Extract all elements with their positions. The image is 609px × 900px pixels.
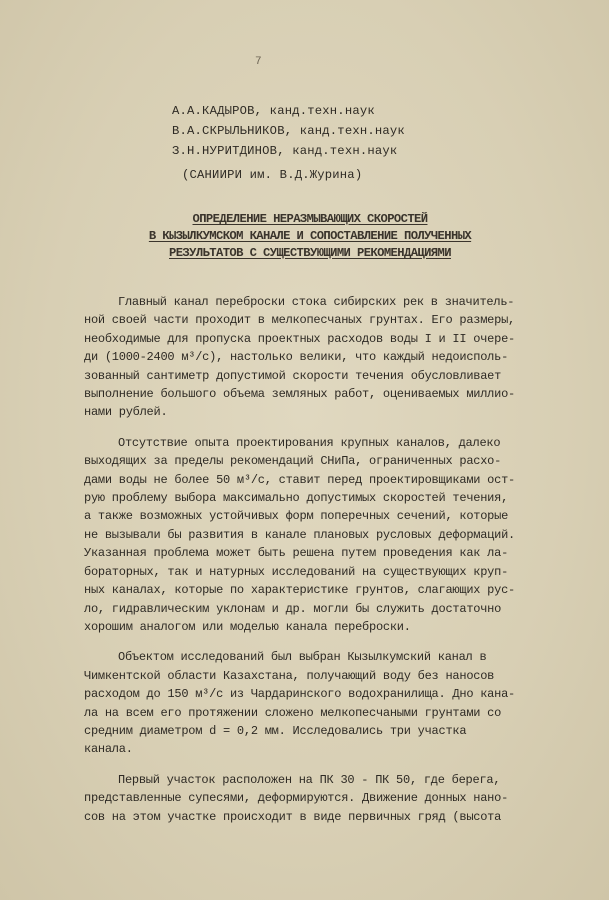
text-line: ди (1000-2400 м³/с), настолько велики, что каждый недоисполь- bbox=[84, 350, 509, 365]
title-line: РЕЗУЛЬТАТОВ С СУЩЕСТВУЮЩИМИ РЕКОМЕНДАЦИЯМИ bbox=[169, 246, 451, 260]
text-line: Первый участок расположен на ПК 30 - ПК 50, где берега, bbox=[118, 772, 501, 787]
text-line: не вызывали бы развития в канале плановых русловых деформаций. bbox=[84, 527, 515, 542]
text-line: ных каналах, которые по характеристике грунтов, слагающих рус- bbox=[84, 583, 515, 598]
paragraph bbox=[84, 434, 546, 636]
title-line: В КЫЗЫЛКУМСКОМ КАНАЛЕ И СОПОСТАВЛЕНИЕ ПОЛУЧЕННЫХ bbox=[148, 229, 472, 243]
text-line: дами воды не более 50 м³/с, ставит перед проектировщиками ост- bbox=[84, 472, 515, 487]
text-line: хорошим аналогом или моделью канала переброски. bbox=[84, 619, 411, 634]
institute-line: (САНИИРИ им. В.Д.Журина) bbox=[182, 168, 363, 182]
article-title bbox=[100, 211, 520, 262]
text-line: сов на этом участке происходит в виде первичных гряд (высота bbox=[84, 809, 502, 824]
paragraph bbox=[84, 648, 546, 758]
author-line: В.А.СКРЫЛЬНИКОВ, канд.техн.наук bbox=[172, 124, 405, 138]
page-mark: 7 bbox=[255, 56, 262, 68]
text-line: Чимкентской области Казахстана, получающий воду без наносов bbox=[84, 668, 495, 683]
title-line: ОПРЕДЕЛЕНИЕ НЕРАЗМЫВАЮЩИХ СКОРОСТЕЙ bbox=[192, 212, 428, 226]
text-line: представленные супесями, деформируются. Движение донных нано- bbox=[84, 791, 509, 806]
text-line: Отсутствие опыта проектирования крупных каналов, далеко bbox=[118, 435, 501, 450]
text-line: Указанная проблема может быть решена путем проведения как ла- bbox=[84, 546, 509, 561]
author-line: З.Н.НУРИТДИНОВ, канд.техн.наук bbox=[172, 144, 398, 158]
text-line: канала. bbox=[84, 742, 133, 757]
text-line: зованный сантиметр допустимой скорости течения обусловливает bbox=[84, 368, 502, 383]
text-line: Объектом исследований был выбран Кызылкумский канал в bbox=[118, 650, 487, 665]
text-line: ной своей части проходит в мелкопесчаных грунтах. Его размеры, bbox=[84, 313, 515, 328]
text-line: выполнение большого объема земляных работ, оцениваемых миллио- bbox=[84, 387, 515, 402]
text-line: расходом до 150 м³/с из Чардаринского водохранилища. Дно кана- bbox=[84, 687, 515, 702]
text-line: ла на всем его протяжении сложено мелкопесчаными грунтами со bbox=[84, 705, 502, 720]
paragraph bbox=[84, 293, 546, 422]
text-line: рую проблему выбора максимально допустимых скоростей течения, bbox=[84, 491, 509, 506]
author-line: А.А.КАДЫРОВ, канд.техн.наук bbox=[172, 104, 375, 118]
article-body bbox=[84, 293, 546, 838]
text-line: необходимые для пропуска проектных расходов воды I и II очере- bbox=[84, 331, 515, 346]
text-line: ло, гидравлическим уклонам и др. могли бы служить достаточно bbox=[84, 601, 502, 616]
text-line: выходящих за пределы рекомендаций СНиПа, ограниченных расхо- bbox=[84, 454, 502, 469]
text-line: Главный канал переброски стока сибирских рек в значитель- bbox=[118, 295, 515, 309]
paragraph bbox=[84, 771, 546, 826]
text-line: нами рублей. bbox=[84, 405, 168, 420]
text-line: средним диаметром d = 0,2 мм. Исследовались три участка bbox=[84, 723, 467, 738]
text-line: бораторных, так и натурных исследований на существующих круп- bbox=[84, 564, 509, 579]
author-block bbox=[172, 101, 405, 185]
text-line: а также возможных устойчивых форм поперечных сечений, которые bbox=[84, 509, 509, 524]
